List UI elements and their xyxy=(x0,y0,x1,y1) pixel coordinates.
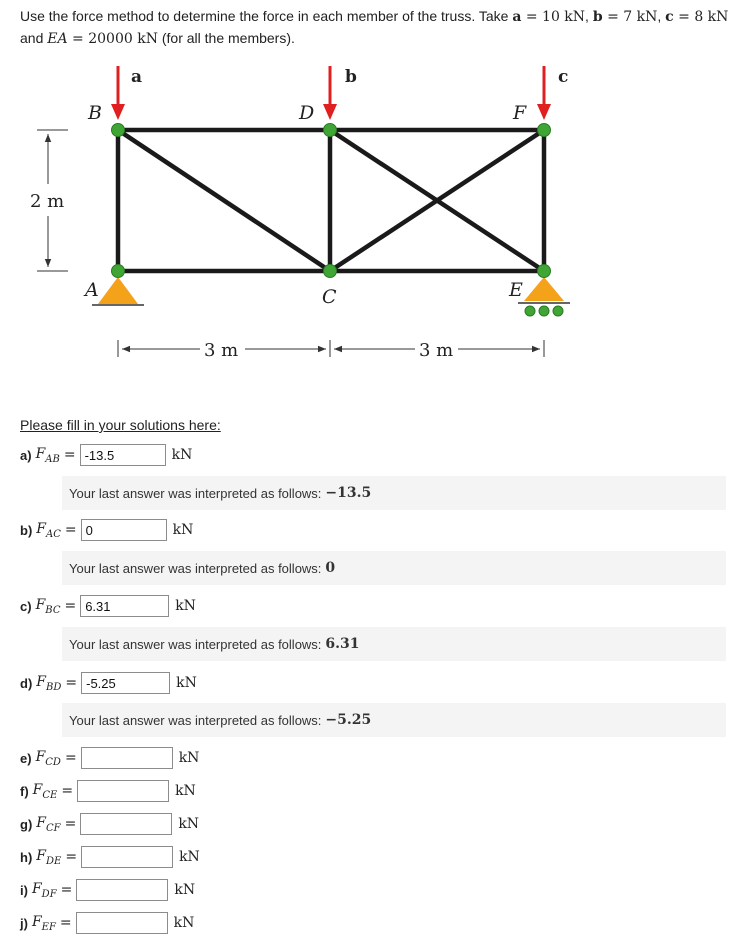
equals-sign: = xyxy=(61,783,74,799)
answer-label: f) xyxy=(20,783,29,799)
force-input-ac[interactable] xyxy=(81,519,167,541)
load-arrow-a xyxy=(111,66,125,120)
pin-support-a xyxy=(92,277,144,305)
answer-row-de xyxy=(20,844,200,870)
fill-in-prompt: Please fill in your solutions here: xyxy=(20,417,221,433)
node-f xyxy=(538,124,551,137)
interpreted-value: 0 xyxy=(325,560,336,576)
interpreted-value: 6.31 xyxy=(325,636,360,652)
node-d xyxy=(324,124,337,137)
answer-row-ab xyxy=(20,442,192,468)
node-label-d: D xyxy=(299,102,315,124)
force-symbol: $F_{CF}$ xyxy=(36,814,61,834)
interpreted-value: −13.5 xyxy=(325,485,372,501)
unit-label: kN xyxy=(173,915,195,931)
answer-label: a) xyxy=(20,447,32,463)
equals-sign: = xyxy=(65,675,78,691)
force-input-cf[interactable] xyxy=(80,813,172,835)
equals-sign: = xyxy=(60,882,73,898)
node-label-b: B xyxy=(88,102,102,124)
load-arrow-c xyxy=(537,66,551,120)
interpretation-text: Your last answer was interpreted as follows: xyxy=(69,712,322,728)
answer-row-cd xyxy=(20,745,199,771)
unit-label: kN xyxy=(175,598,196,614)
force-input-ab[interactable] xyxy=(80,444,166,466)
force-input-bc[interactable] xyxy=(80,595,169,617)
equals-sign: = xyxy=(64,816,77,832)
and-text: and xyxy=(20,30,44,46)
node-label-a: A xyxy=(85,279,99,301)
equals-sign: = xyxy=(65,849,78,865)
answer-row-bc xyxy=(20,593,196,619)
unit-label: kN xyxy=(176,675,197,691)
span-dimension xyxy=(118,340,544,357)
problem-prefix: Use the force method to determine the force in each member of the truss. Take xyxy=(20,8,513,24)
load-b-definition: b = 7 kN xyxy=(592,9,658,25)
answer-label: g) xyxy=(20,816,33,832)
answer-row-bd xyxy=(20,670,197,696)
force-input-ce[interactable] xyxy=(77,780,169,802)
force-input-cd[interactable] xyxy=(81,747,173,769)
unit-label: kN xyxy=(178,816,200,832)
roller-support-e xyxy=(518,277,570,316)
load-label-a: a xyxy=(131,67,143,87)
height-dimension-label: 2 m xyxy=(30,191,65,212)
answer-row-ac xyxy=(20,517,193,543)
answer-label: e) xyxy=(20,750,32,766)
force-input-bd[interactable] xyxy=(81,672,170,694)
force-symbol: $F_{BD}$ xyxy=(36,673,62,693)
unit-label: kN xyxy=(172,522,194,538)
unit-label: kN xyxy=(178,750,200,766)
member-bc xyxy=(118,130,330,271)
equals-sign: = xyxy=(64,522,77,538)
load-label-c: c xyxy=(558,67,569,87)
answer-label: c) xyxy=(20,598,32,614)
answer-label: d) xyxy=(20,675,33,691)
answer-row-ef xyxy=(20,910,194,936)
unit-label: kN xyxy=(175,783,196,799)
node-e xyxy=(538,265,551,278)
interpretation-box-bd xyxy=(62,703,726,737)
answer-label: j) xyxy=(20,915,28,931)
force-symbol: $F_{EF}$ xyxy=(31,913,56,933)
load-c-definition: c = 8 kN xyxy=(665,9,729,25)
interpretation-text: Your last answer was interpreted as follows: xyxy=(69,636,322,652)
interpretation-box-bc xyxy=(62,627,726,661)
force-symbol: $F_{DF}$ xyxy=(31,880,57,900)
interpretation-box-ac xyxy=(62,551,726,585)
answer-label: i) xyxy=(20,882,28,898)
interpretation-text: Your last answer was interpreted as follows: xyxy=(69,560,322,576)
answer-label: b) xyxy=(20,522,33,538)
answer-label: h) xyxy=(20,849,33,865)
equals-sign: = xyxy=(63,447,76,463)
force-input-de[interactable] xyxy=(81,846,173,868)
equals-sign: = xyxy=(59,915,72,931)
force-symbol: $F_{CE}$ xyxy=(32,781,58,801)
force-symbol: $F_{CD}$ xyxy=(35,748,61,768)
interpretation-box-ab xyxy=(62,476,726,510)
load-label-b: b xyxy=(345,67,357,87)
interpreted-value: −5.25 xyxy=(325,712,372,728)
problem-statement: Use the force method to determine the force in each member of the truss. Take a = 10 kN, b = 7 kN, c = 8 kN and EA = 20000 kN (for all the members). xyxy=(20,8,729,47)
force-input-df[interactable] xyxy=(76,879,168,901)
force-input-ef[interactable] xyxy=(76,912,168,934)
ea-definition: EA = 20000 kN xyxy=(47,31,158,47)
node-b xyxy=(112,124,125,137)
equals-sign: = xyxy=(64,598,77,614)
unit-label: kN xyxy=(174,882,196,898)
problem-suffix: (for all the members). xyxy=(161,30,295,46)
node-label-c: C xyxy=(322,286,337,308)
answer-row-cf xyxy=(20,811,199,837)
truss-figure xyxy=(0,55,749,365)
load-arrow-b xyxy=(323,66,337,120)
force-symbol: $F_{DE}$ xyxy=(36,847,62,867)
node-label-f: F xyxy=(513,102,527,124)
truss-members xyxy=(118,130,544,271)
node-c xyxy=(324,265,337,278)
force-symbol: $F_{AC}$ xyxy=(36,520,61,540)
load-a-definition: a = 10 kN xyxy=(512,9,586,25)
answer-row-df xyxy=(20,877,195,903)
answer-row-ce xyxy=(20,778,196,804)
span-dimension-label-2: 3 m xyxy=(419,340,454,361)
force-symbol: $F_{AB}$ xyxy=(35,445,60,465)
node-label-e: E xyxy=(509,279,523,301)
node-a xyxy=(112,265,125,278)
equals-sign: = xyxy=(64,750,77,766)
force-symbol: $F_{BC}$ xyxy=(35,596,61,616)
unit-label: kN xyxy=(179,849,200,865)
interpretation-text: Your last answer was interpreted as follows: xyxy=(69,485,322,501)
span-dimension-label-1: 3 m xyxy=(204,340,239,361)
unit-label: kN xyxy=(171,447,193,463)
